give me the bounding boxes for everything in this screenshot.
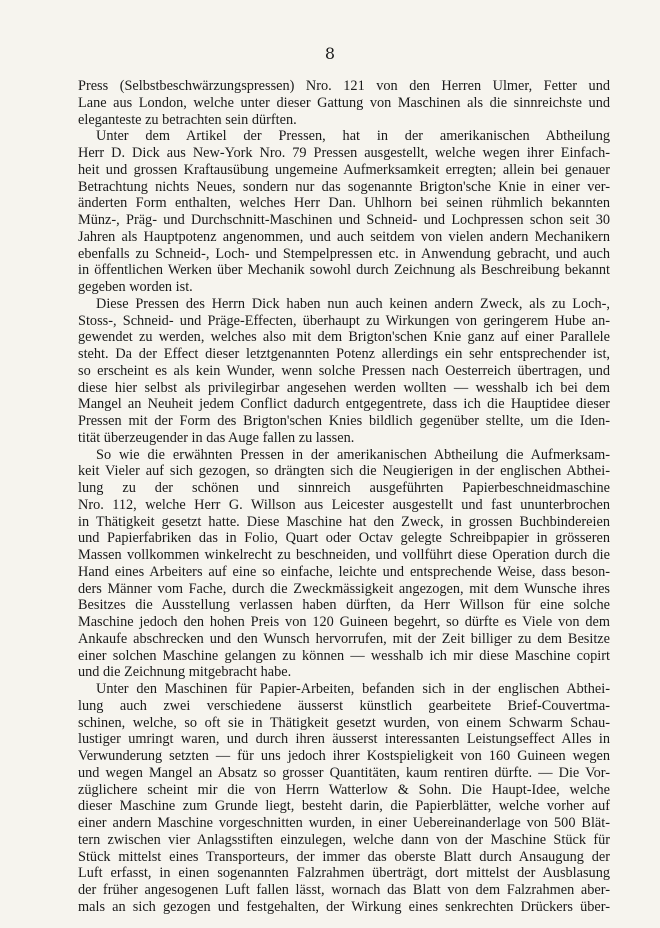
text-line: Stoss-, Schneid- und Präge-Effecten, überhaupt zu Wirkungen von geringerem Hube an- (78, 312, 610, 329)
page-number: 8 (324, 44, 336, 63)
text-line: Herr D. Dick aus New-York Nro. 79 Pressen ausgestellt, welche wegen ihrer Einfach- (78, 145, 610, 161)
paragraph (78, 128, 610, 296)
text-line: ders Männer vom Fache, durch die Zweckmässigkeit angezogen, mit dem Wunsche ihres (78, 580, 610, 597)
text-line: Hand eines Arbeiters auf eine so einfache, leichte und entsprechende Weise, dass beson- (78, 563, 610, 580)
text-line: Mangel an Neuheit jedem Conflict dadurch entgegentrete, dass ich die Hauptidee dieser (78, 396, 610, 413)
text-line: der früher angesogenen Luft fallen lässt, wornach das Blatt von dem Falzrahmen aber- (78, 882, 610, 898)
text-line: Press (Selbstbeschwärzungspressen) Nro. 121 von den Herren Ulmer, Fetter und (78, 78, 610, 94)
text-line: Luft erfasst, in einen sogenannten Falzrahmen überträgt, dort mittelst der Ausblasung (78, 865, 610, 882)
text-line: so erscheint es als kein Wunder, wenn solche Pressen nach Oesterreich übertragen, und (78, 362, 610, 379)
text-line: einer andern Maschine vorgeschnitten wurden, in einer Uebereinanderlage von 500 Blät- (78, 815, 610, 831)
text-line: und die Zeichnung mitgebracht habe. (78, 664, 292, 681)
text-line: züglichere scheint mir die von Herrn Watterlow & Sohn. Die Haupt-Idee, welche (78, 781, 610, 798)
text-line: tität überzeugender in das Auge fallen zu lassen. (78, 429, 355, 446)
text-line: Massen vollkommen winkelrecht zu beschneiden, und vollführt diese Operation durch die (78, 547, 610, 563)
paragraph (78, 447, 610, 682)
text-line: Verwunderung setzten — für uns jedoch ihrer Kostspieligkeit von 160 Guineen wegen (78, 748, 610, 764)
text-line: und Papierfabriken das in Folio, Quart oder Octav gelegte Schreibpapier in grösseren (78, 530, 610, 547)
text-line: schinen, welche, so oft sie in Thätigkeit gesetzt wurden, von einem Schwarm Schau- (78, 714, 610, 731)
text-line: Münz-, Präg- und Durchschnitt-Maschinen und Schneid- und Lochpressen schon seit 30 (78, 212, 610, 228)
text-line: heit und grossen Kraftausübung ungemeine Aufmerksamkeit erregten; allein bei genauer (78, 161, 610, 178)
text-line: gegeben worden ist. (78, 279, 193, 295)
text-line: Unter dem Artikel der Pressen, hat in der amerikanischen Abtheilung (96, 128, 610, 145)
text-line: Jahren als Hauptpotenz angenommen, und auch seitdem von vielen andern Mechanikern (78, 228, 610, 245)
text-line: Stück mittelst eines Transporteurs, der immer das oberste Blatt durch Ansaugung der (78, 848, 610, 865)
text-line: lustiger umringt waren, und durch ihren äusserst interessanten Leistungseffect Alles in (78, 731, 610, 748)
text-line: in Thätigkeit gesetzt hatte. Diese Maschine hat den Zweck, in grossen Buchbindereien (78, 513, 610, 530)
text-line: lung zu der schönen und sinnreich ausgeführten Papierbeschneidmaschine (78, 480, 610, 496)
text-line: Nro. 112, welche Herr G. Willson aus Leicester ausgestellt und fast ununterbrochen (78, 496, 610, 513)
text-line: Maschine jedoch den hohen Preis von 120 Guineen begehrt, so dürfte es Viele von dem (78, 614, 610, 630)
text-line: Betrachtung nichts Neues, sondern nur das sogenannte Brigton'sche Knie in einer ver- (78, 178, 610, 195)
text-line: mals an sich gezogen und festgehalten, der Wirkung eines senkrechten Drückers über- (78, 898, 610, 915)
text-line: Besitzes die Ausstellung verlassen haben dürften, da Herr Willson für eine solche (78, 597, 610, 614)
text-line: änderten Form enthalten, welches Herr Dan. Uhlhorn bei seinen rühmlich bekannten (78, 195, 610, 212)
paragraph (78, 78, 610, 128)
text-line: steht. Da der Effect dieser letztgenannten Potenz allerdings ein sehr entsprechender ist, (78, 346, 610, 362)
text-line: Ankaufe abschrecken und den Wunsch hervorrufen, mit der Zeit billiger zu dem Besitze (78, 630, 610, 647)
text-line: Pressen mit der Form des Brigton'schen Knies bildlich gegenüber stellte, um die Iden- (78, 413, 610, 429)
text-line: gewendet zu werden, welches also mit dem Brigton'schen Knie ganz auf einer Parallele (78, 329, 610, 346)
text-line: ebenfalls zu Schneid-, Loch- und Stempelpressen etc. in Anwendung gebracht, und auch (78, 245, 610, 262)
text-line: tern zwischen vier Anlagsstiften einzulegen, welche dann von der Maschine Stück für (78, 831, 610, 848)
text-line: keit Vieler auf sich gezogen, so drängten sich die Neugierigen in der englischen Abthei- (78, 463, 610, 480)
text-line: diese hier selbst als privilegirbar angesehen werden wollten — wesshalb ich bei dem (78, 379, 610, 396)
paragraph (78, 296, 610, 447)
body-text (78, 78, 610, 916)
text-line: eleganteste zu betrachten sein dürften. (78, 111, 297, 128)
text-line: Unter den Maschinen für Papier-Arbeiten, befanden sich in der englischen Abthei- (96, 681, 610, 697)
text-line: und wegen Mangel an Absatz so grosser Quantitäten, kaum rentiren dürfte. — Die Vor- (78, 764, 610, 781)
text-line: dieser Maschine zum Grunde liegt, besteht darin, die Papierblätter, welche vorher auf (78, 798, 610, 815)
text-line: in öffentlichen Werken über Mechanik sowohl durch Zeichnung als Beschreibung bekannt (78, 262, 610, 279)
text-line: lung auch zwei verschiedene äusserst künstlich gearbeitete Brief-Couvertma- (78, 697, 610, 714)
text-line: So wie die erwähnten Pressen in der amerikanischen Abtheilung die Aufmerksam- (96, 446, 610, 463)
paragraph (78, 681, 610, 916)
text-line: Lane aus London, welche unter dieser Gattung von Maschinen als die sinnreichste und (78, 94, 610, 111)
text-line: Diese Pressen des Herrn Dick haben nun auch keinen andern Zweck, als zu Loch-, (96, 295, 610, 312)
text-line: einer solchen Maschine gelangen zu können — wesshalb ich mir diese Maschine copirt (78, 647, 610, 664)
